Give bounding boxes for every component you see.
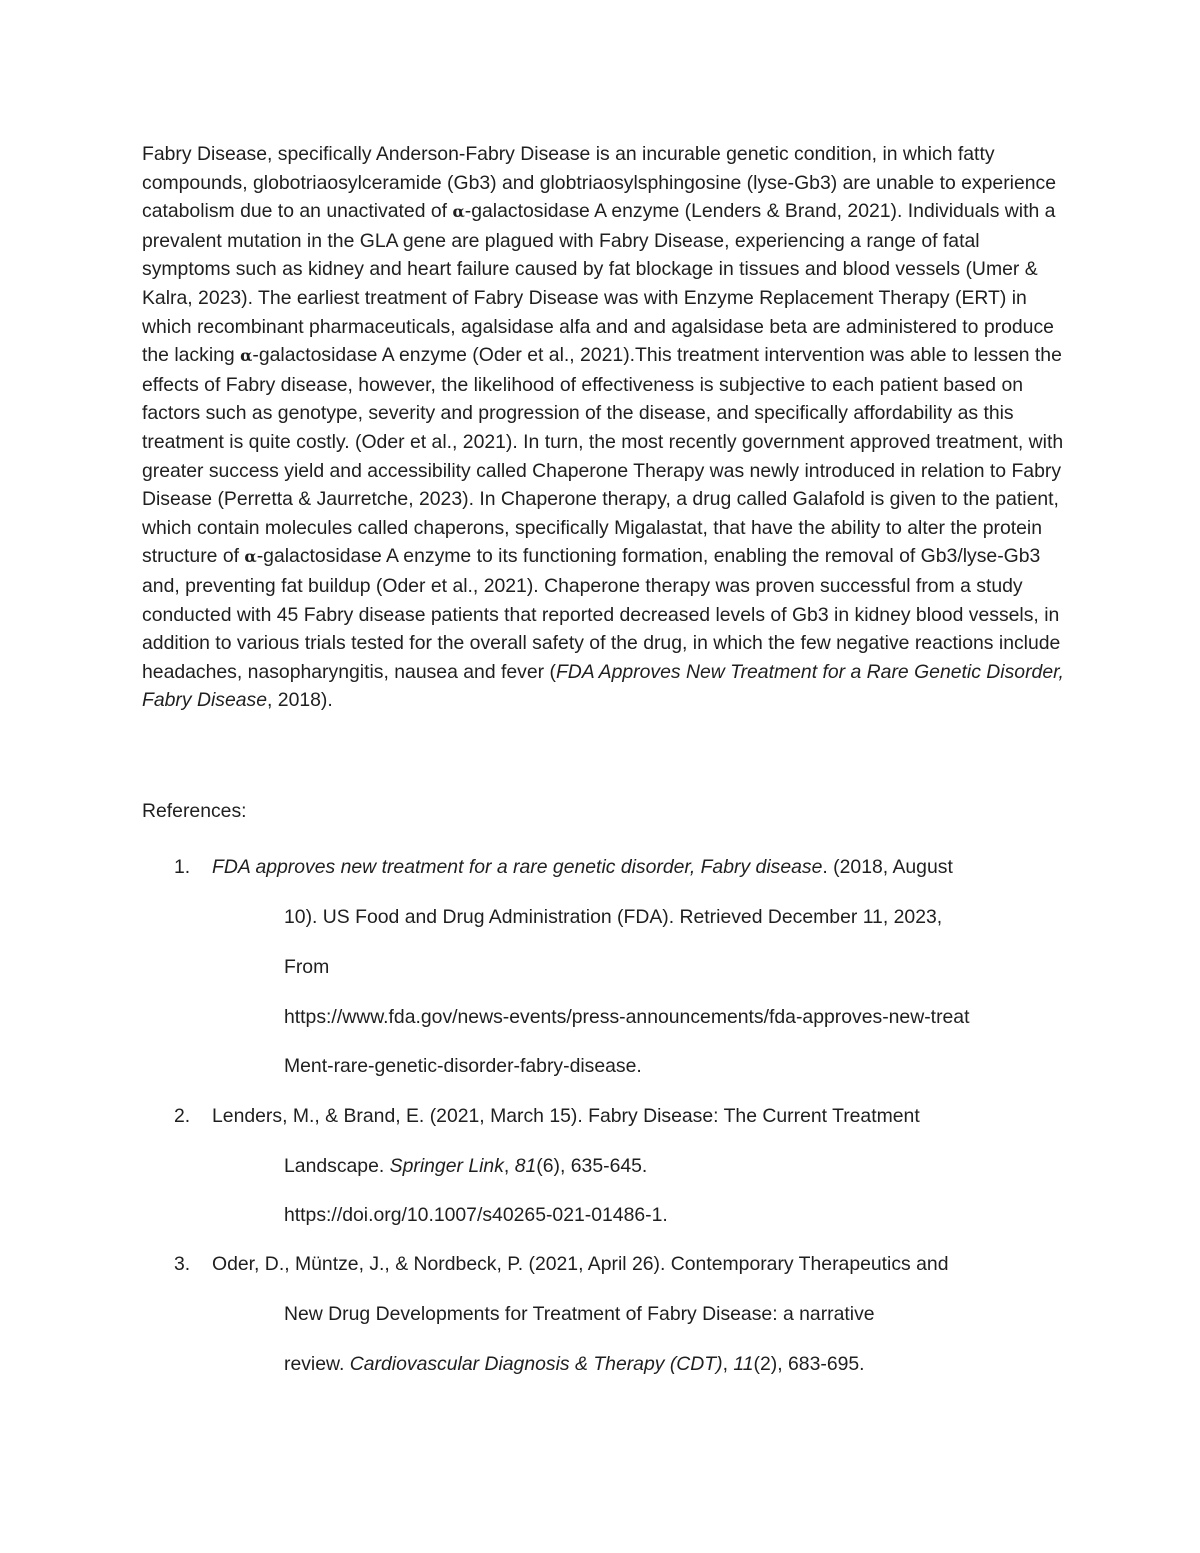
references-heading: References: [142,800,247,822]
reference-3-line-1: Oder, D., Müntze, J., & Nordbeck, P. (2021, April 26). Contemporary Therapeutics and [212,1253,949,1275]
reference-2-volume: 81 [514,1155,537,1177]
reference-1-title: FDA approves new treatment for a rare genetic disorder, Fabry disease [212,856,823,878]
reference-2-separator: , [503,1155,515,1177]
reference-2-doi: https://doi.org/10.1007/s40265-021-01486-1. [284,1204,668,1226]
reference-number: 1. [174,856,191,878]
reference-2-pages: (6), 635-645. [536,1155,648,1177]
reference-3-text: review. [284,1353,350,1375]
reference-number: 2. [174,1105,191,1127]
body-paragraph [142,140,1067,715]
reference-2-line-1: Lenders, M., & Brand, E. (2021, March 15). Fabry Disease: The Current Treatment [212,1105,920,1127]
reference-number: 3. [174,1253,191,1275]
reference-1-line-3: From [284,956,330,978]
alpha-symbol: α [244,547,257,567]
reference-1-line-1 [212,853,953,881]
paragraph-text-3: -galactosidase A enzyme (Oder et al., 2021).This treatment intervention was able to lessen the effects of Fabry disease, however, the likelihood of effectiveness is subjective to each patient based on factors such as genotype, severity and progression of the disease, and specifically affordability as this treatment is quite costly. (Oder et al., 2021). In turn, the most recently government approved treatment, with greater success yield and accessibility called Chaperone Therapy was newly introduced in relation to Fabry Disease (Perretta & Jaurretche, 2023). In Chaperone therapy, a drug called Galafold is given to the patient, which contain molecules called chaperons, specifically Migalastat, that have the ability to alter the protein structure of [142,344,1064,568]
alpha-symbol: α [240,346,253,366]
reference-3-line-3 [284,1350,865,1378]
paragraph-text-2: -galactosidase A enzyme (Lenders & Brand, 2021). Individuals with a prevalent mutation in the GLA gene are plagued with Fabry Disease, experiencing a range of fatal symptoms such as kidney and heart failure caused by fat blockage in tissues and blood vessels (Umer & Kalra, 2023). The earliest treatment of Fabry Disease was with Enzyme Replacement Therapy (ERT) in which recombinant pharmaceuticals, agalsidase alfa and and agalsidase beta are administered to produce the lacking [142,200,1056,367]
reference-3-volume: 11 [733,1353,754,1375]
reference-1-url-continued: Ment-rare-genetic-disorder-fabry-disease. [284,1055,642,1077]
reference-2-line-2 [284,1152,647,1180]
reference-1-date: . (2018, August [822,856,953,878]
paragraph-text-4: -galactosidase A enzyme to its functioning formation, enabling the removal of Gb3/lyse-Gb3 and, preventing fat buildup (Oder et al., 2021). Chaperone therapy was proven successful from a study conducted with 45 Fabry disease patients that reported decreased levels of Gb3 in kidney blood vessels, in addition to various trials tested for the overall safety of the drug, in which the few negative reactions include headaches, nasopharyngitis, nausea and fever ( [142,545,1061,683]
paragraph-text-1: Fabry Disease, specifically Anderson-Fabry Disease is an incurable genetic condition, in which fatty compounds, globotriaosylceramide (Gb3) and globtriaosylsphingosine (lyse-Gb3) are unable to experience catabolism due to an unactivated of [142,143,1057,223]
reference-1-line-2: 10). US Food and Drug Administration (FDA). Retrieved December 11, 2023, [284,906,943,928]
reference-2-journal: Springer Link [389,1155,504,1177]
reference-3-line-2: New Drug Developments for Treatment of Fabry Disease: a narrative [284,1303,875,1325]
reference-2-text: Landscape. [284,1155,390,1177]
paragraph-citation-title: FDA Approves New Treatment for a Rare Genetic Disorder, Fabry Disease [142,660,1064,712]
alpha-symbol: α [452,202,465,222]
reference-1-url: https://www.fda.gov/news-events/press-announcements/fda-approves-new-treat [284,1006,970,1028]
paragraph-text-6: , 2018). [267,689,333,712]
reference-3-journal: Cardiovascular Diagnosis & Therapy (CDT) [349,1353,723,1375]
reference-3-separator: , [722,1353,734,1375]
reference-3-pages: (2), 683-695. [753,1353,865,1375]
